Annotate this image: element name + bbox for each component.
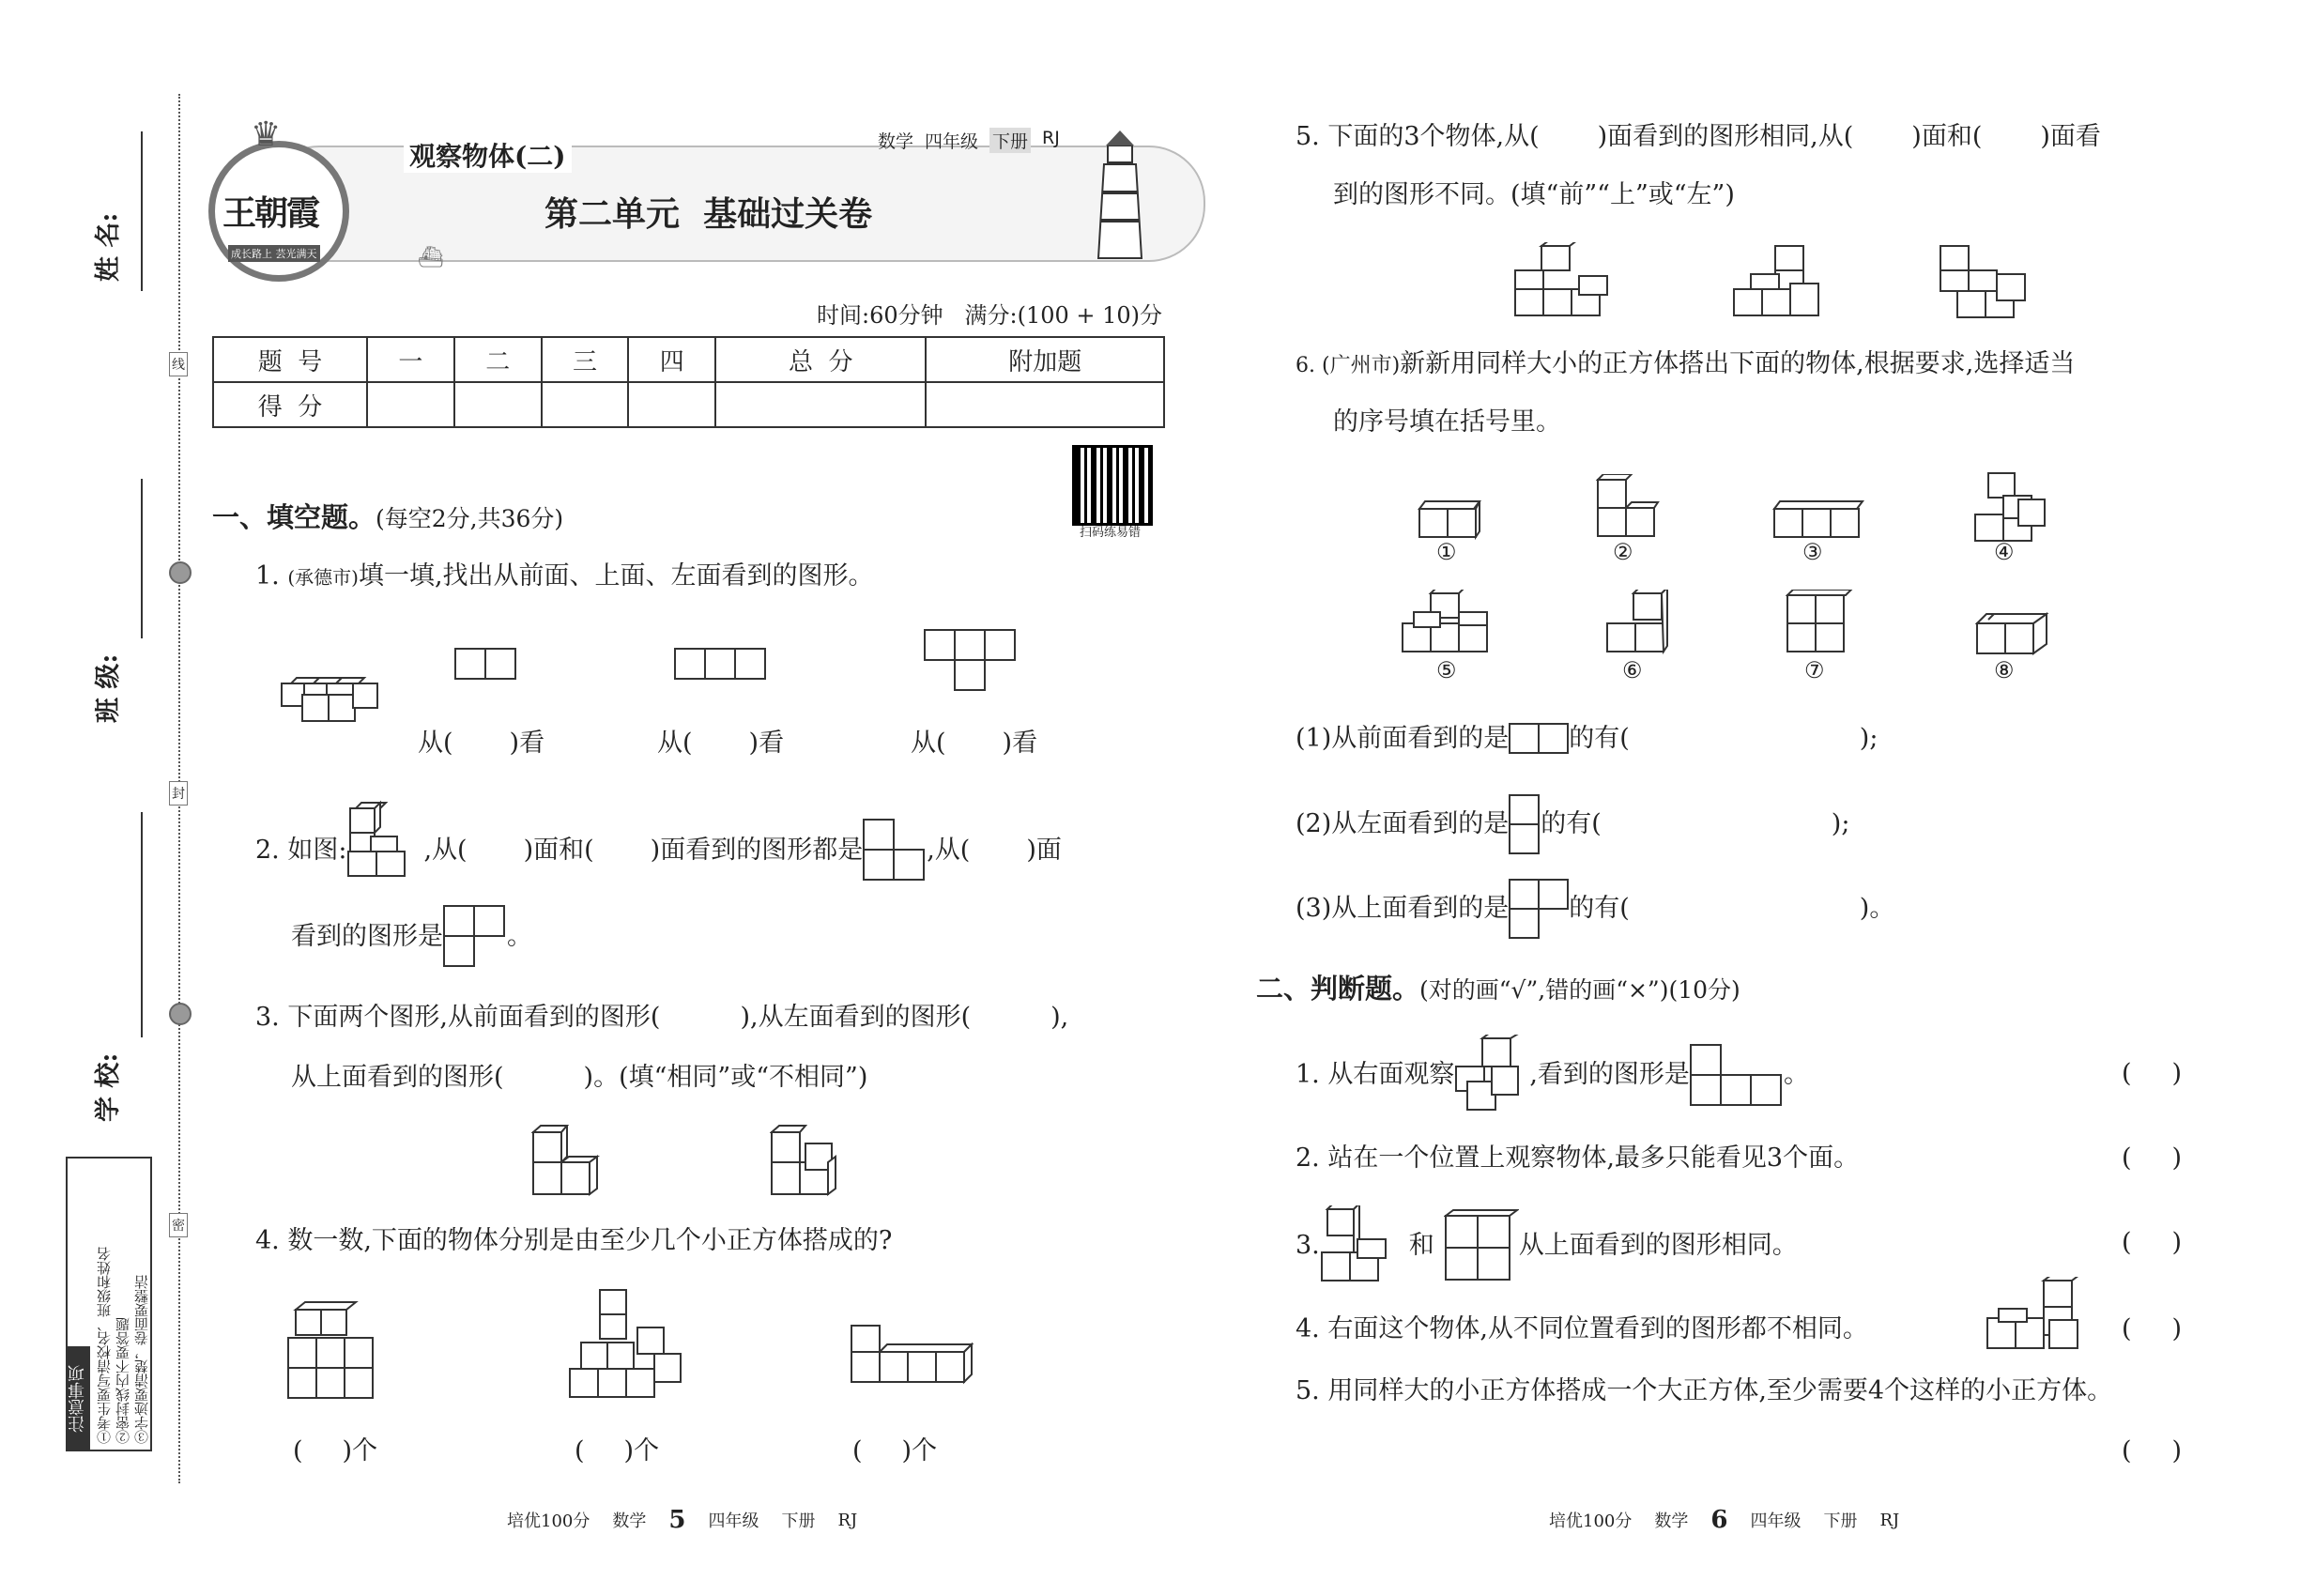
q3-hint: )。(填“相同”或“不相同”) [583, 1063, 868, 1092]
q1-b-look: )看 [748, 729, 785, 758]
score-head-cell: 题 号 [213, 337, 367, 382]
q6-sub-2 [1296, 794, 1849, 854]
q6-sub-1 [1296, 723, 1878, 755]
judge-4-answer[interactable]: ( ) [2122, 1314, 2182, 1343]
footer-right-book: 下册 [1823, 1512, 1858, 1531]
q4-figure-a [286, 1300, 390, 1404]
meta-book: 下册 [989, 128, 1031, 153]
sec2-note: (对的画“√”,错的画“×”)(10分) [1419, 976, 1740, 1004]
header-meta [878, 128, 1060, 153]
q6-sub2-shape [1509, 794, 1541, 854]
q1-a-from: 从( [418, 729, 453, 758]
judge1-figure [1454, 1035, 1529, 1115]
score-head-cell: 四 [628, 337, 715, 382]
notice-title: 注意事项 [66, 1346, 90, 1451]
class-line [141, 479, 143, 638]
judge-1-answer[interactable]: ( ) [2122, 1059, 2182, 1088]
footer-right-edition: RJ [1879, 1510, 1900, 1530]
q4-a-open: ( [293, 1436, 303, 1466]
q1-answer-c[interactable] [911, 729, 1037, 759]
judge4-figure [1986, 1277, 2089, 1354]
score-head-cell: 三 [542, 337, 629, 382]
school-label: 学 校: [94, 1052, 123, 1122]
notice-item-1: ①考生要写清校名、班级和姓名 [96, 1247, 113, 1444]
footer-left-grade: 四年级 [708, 1512, 759, 1531]
q5-line1 [1296, 122, 2101, 152]
q3-left: ),从左面看到的图形( [740, 1003, 972, 1032]
q4-c-close: )个 [901, 1436, 938, 1466]
judge3-pre: 3. [1296, 1230, 1320, 1260]
q6-sub1-pre: (1)从前面看到的是 [1296, 723, 1510, 753]
judge1-view-shape [1690, 1044, 1784, 1106]
q6-src: 6. (广州市) [1296, 354, 1401, 377]
footer-left-page-number: 5 [668, 1506, 686, 1534]
q1-src: (承德市) [287, 566, 359, 589]
q2-from2: ,从( [927, 835, 971, 865]
q6-sub3-pre: (3)从上面看到的是 [1296, 893, 1510, 923]
footer-right [1549, 1506, 1899, 1534]
q5-figure-2 [1732, 242, 1835, 319]
q6-figure-6 [1605, 590, 1676, 657]
footer-right-subject: 数学 [1654, 1512, 1689, 1531]
q5-figure-1 [1513, 242, 1617, 319]
q1-view-a [454, 648, 516, 680]
score-head-cell: 一 [367, 337, 454, 382]
q2-line1 [255, 819, 1062, 882]
q2-figure [346, 799, 423, 878]
q1-answer-b[interactable] [657, 729, 784, 759]
q6-sub3-post[interactable]: 的有( [1569, 893, 1630, 923]
qr-caption: 扫码练易错 [1080, 526, 1142, 540]
footer-left [507, 1506, 857, 1534]
q2-face: )面 [1026, 835, 1062, 865]
q4-b-open: ( [575, 1436, 585, 1466]
q6-label-6: ⑥ [1622, 657, 1643, 683]
judge3-and: 和 [1408, 1230, 1434, 1260]
footer-left-edition: RJ [837, 1510, 858, 1530]
class-label: 班 级: [94, 653, 123, 723]
q1-c-look: )看 [1002, 729, 1038, 758]
q6-figure-2 [1596, 474, 1662, 544]
meta-grade: 四年级 [925, 131, 979, 152]
q3-front: 3. 下面两个图形,从前面看到的图形( [255, 1003, 661, 1032]
judge-5: 5. 用同样大的小正方体搭成一个大正方体,至少需要4个这样的小正方体。 [1296, 1376, 2113, 1405]
judge-4: 4. 右面这个物体,从不同位置看到的图形都不相同。 [1296, 1314, 1868, 1343]
q6-sub-3 [1296, 879, 1894, 939]
cut-mark-2: 封 [169, 781, 188, 806]
cut-mark-1: 线 [169, 352, 188, 376]
q6-figure-1 [1418, 498, 1483, 543]
q2-intro: 2. 如图: [255, 835, 347, 865]
notice-item-3: ③字迹要清楚，卷面要整洁 [133, 1275, 150, 1444]
judge-2-answer[interactable]: ( ) [2122, 1143, 2182, 1173]
q1-b-from: 从( [657, 729, 693, 758]
score-cell[interactable] [628, 382, 715, 427]
q2-from1: ,从( [423, 835, 468, 865]
q6-figure-7 [1786, 590, 1856, 657]
judge-3 [1296, 1205, 1798, 1286]
sec1-note: (每空2分,共36分) [376, 505, 564, 532]
q1-answer-a[interactable] [418, 729, 544, 759]
q6-figure-5 [1401, 590, 1499, 657]
binding-hole-2 [169, 1003, 192, 1025]
q1-view-c [924, 629, 1016, 691]
judge3-figure-a [1320, 1205, 1400, 1286]
q6-sub2-end: ); [1831, 808, 1850, 838]
judge3-figure-b [1444, 1208, 1519, 1283]
score-cell[interactable] [542, 382, 629, 427]
logo-text: 王朝霞 [222, 193, 319, 233]
q6-line1 [1296, 349, 2075, 379]
footer-left-book: 下册 [781, 1512, 816, 1531]
q4-answer-a[interactable] [293, 1436, 377, 1466]
judge1-post: ,看到的图形是 [1529, 1059, 1690, 1089]
sec2-title-text: 二、判断题。 [1256, 973, 1420, 1005]
q4-text: 4. 数一数,下面的物体分别是由至少几个小正方体搭成的? [255, 1226, 893, 1255]
q2-answer-shape [443, 905, 507, 969]
score-cell[interactable] [926, 382, 1164, 427]
time-score: 时间:60分钟 满分:(100 + 10)分 [817, 302, 1163, 329]
meta-subject: 数学 [878, 131, 914, 152]
q1-c-from: 从( [911, 729, 946, 758]
notice-box [66, 1157, 152, 1451]
notice-item-2: ②密封线内不要答题 [115, 1317, 131, 1444]
judge-1 [1296, 1035, 1809, 1115]
footer-right-page-number: 6 [1710, 1506, 1728, 1534]
q4-b-close: )个 [623, 1436, 660, 1466]
judge-5-answer[interactable]: ( ) [2122, 1436, 2182, 1466]
topic-label: 观察物体(二) [404, 141, 572, 173]
q2-same: )面看到的图形都是 [650, 835, 864, 865]
q6-label-1: ① [1436, 539, 1457, 565]
qr-code[interactable] [1072, 445, 1153, 526]
judge1-pre: 1. 从右面观察 [1296, 1059, 1455, 1089]
q4-answer-b[interactable] [575, 1436, 659, 1466]
q1-view-b [674, 648, 766, 680]
judge-3-answer[interactable]: ( ) [2122, 1228, 2182, 1257]
sec1-title [212, 501, 563, 534]
q2-view-shape [863, 819, 927, 882]
q5-b: )面看到的图形相同,从( [1597, 122, 1854, 151]
logo-crown-icon: ♛ [251, 115, 282, 154]
q5-c: )面和( [1911, 122, 1983, 151]
q6-sub2-pre: (2)从左面看到的是 [1296, 808, 1510, 838]
ship-icon: ⛴ [418, 246, 444, 269]
cut-mark-3: 密 [169, 1213, 188, 1237]
school-line [141, 812, 143, 1037]
q3-top: 从上面看到的图形( [291, 1063, 504, 1092]
score-cell[interactable] [454, 382, 542, 427]
meta-edition: RJ [1042, 128, 1060, 148]
q6-label-7: ⑦ [1804, 657, 1825, 683]
score-head-cell: 二 [454, 337, 542, 382]
q3-end: ), [1050, 1003, 1069, 1032]
score-header-row [213, 337, 1164, 382]
q1-a-look: )看 [509, 729, 545, 758]
q5-line2: 到的图形不同。(填“前”“上”或“左”) [1333, 180, 1735, 209]
score-row-label: 得 分 [213, 382, 367, 427]
footer-left-subject: 数学 [612, 1512, 647, 1531]
q6-sub1-post[interactable]: 的有( [1569, 723, 1630, 753]
q1-solid-figure [280, 676, 388, 730]
q4-answer-c[interactable] [852, 1436, 937, 1466]
q6-sub1-end: ); [1859, 723, 1878, 753]
q1-text: 填一填,找出从前面、上面、左面看到的图形。 [358, 561, 874, 591]
q6-sub2-post[interactable]: 的有( [1541, 808, 1602, 838]
q6-sub3-end: )。 [1859, 893, 1895, 923]
q5-a: 5. 下面的3个物体,从( [1296, 122, 1540, 151]
q2-seen: 看到的图形是 [291, 921, 443, 951]
score-head-cell: 附加题 [926, 337, 1164, 382]
score-cell[interactable] [715, 382, 926, 427]
judge1-end: 。 [1783, 1059, 1809, 1089]
q5-figure-3 [1939, 242, 2042, 319]
logo-slogan: 成长路上 芸光满天 [228, 245, 320, 262]
name-label: 姓 名: [94, 212, 123, 282]
q2-and: )面和( [523, 835, 594, 865]
q6-text: 新新用同样大小的正方体搭出下面的物体,根据要求,选择适当 [1400, 349, 2076, 378]
score-cell[interactable] [367, 382, 454, 427]
q1-num: 1. [255, 561, 280, 591]
q4-figure-c [850, 1322, 981, 1404]
q6-sub3-shape [1509, 879, 1569, 939]
q3-line2 [291, 1063, 867, 1093]
q6-figure-4 [1973, 468, 2048, 545]
judge3-post: 从上面看到的图形相同。 [1518, 1230, 1798, 1260]
q6-label-4: ④ [1994, 539, 2015, 565]
q1 [255, 561, 874, 591]
unit-title: 第二单元 基础过关卷 [544, 195, 873, 234]
lighthouse-icon [1080, 127, 1164, 263]
q3-figure-a [531, 1125, 606, 1198]
q6-label-8: ⑧ [1994, 657, 2015, 683]
q4-figure-b [568, 1286, 690, 1404]
judge-2: 2. 站在一个位置上观察物体,最多只能看见3个面。 [1296, 1143, 1860, 1173]
sec2-title [1256, 973, 1740, 1005]
score-table [212, 336, 1165, 428]
footer-right-grade: 四年级 [1750, 1512, 1802, 1531]
logo [208, 115, 349, 282]
q6-label-2: ② [1613, 539, 1633, 565]
q6-figure-8 [1975, 610, 2050, 659]
q2-line2 [291, 905, 532, 969]
binding-hole-1 [169, 561, 192, 584]
q4-c-open: ( [852, 1436, 863, 1466]
score-head-cell: 总 分 [715, 337, 926, 382]
score-value-row [213, 382, 1164, 427]
q5-d: )面看 [2040, 122, 2101, 151]
footer-left-brand: 培优100分 [507, 1512, 590, 1531]
name-line [141, 131, 143, 291]
q6-figure-3 [1772, 498, 1866, 543]
q6-sub1-shape [1509, 723, 1569, 755]
sec1-title-text: 一、填空题。 [212, 501, 376, 533]
q3-figure-b [770, 1125, 845, 1198]
q2-period: 。 [507, 921, 532, 951]
footer-right-brand: 培优100分 [1549, 1512, 1633, 1531]
q6-label-3: ③ [1802, 539, 1823, 565]
q3-line1 [255, 1003, 1068, 1033]
q4-a-close: )个 [342, 1436, 378, 1466]
q6-label-5: ⑤ [1436, 657, 1457, 683]
q6-line2: 的序号填在括号里。 [1333, 407, 1561, 437]
